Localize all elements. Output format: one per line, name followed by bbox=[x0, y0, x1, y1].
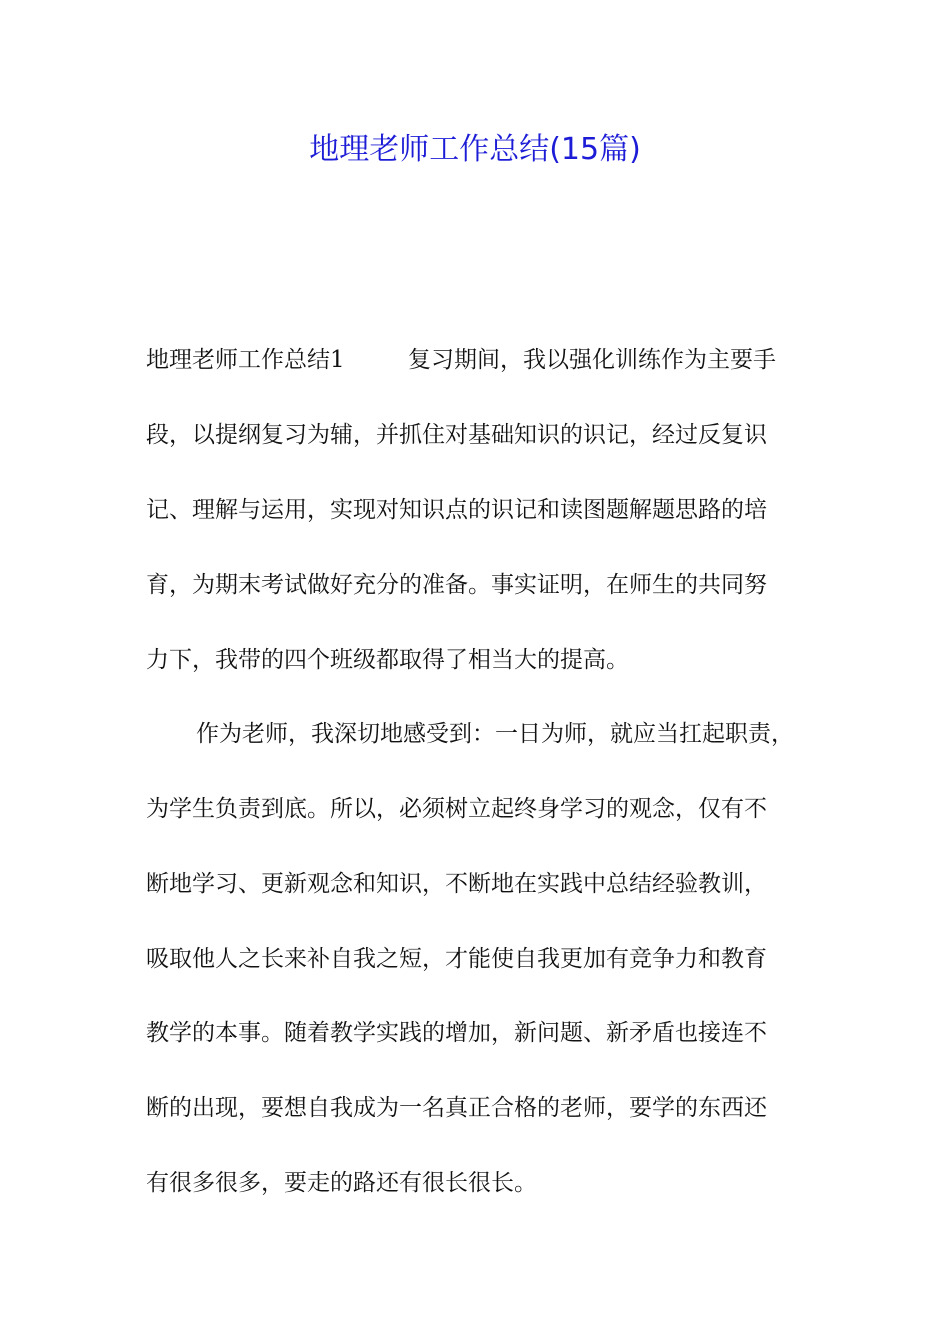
paragraph-2-line-6: 断的出现，要想自我成为一名真正合格的老师，要学的东西还 bbox=[146, 1095, 767, 1121]
paragraph-2-line-3: 断地学习、更新观念和知识，不断地在实践中总结经验教训， bbox=[146, 871, 767, 897]
paragraph-1-line-4: 育，为期末考试做好充分的准备。事实证明，在师生的共同努 bbox=[146, 572, 767, 598]
paragraph-text: 复习期间，我以强化训练作为主要手 bbox=[408, 347, 776, 373]
paragraph-1-line-5: 力下，我带的四个班级都取得了相当大的提高。 bbox=[146, 647, 629, 673]
document-title: 地理老师工作总结(15篇) bbox=[309, 132, 641, 167]
paragraph-1-line-2: 段，以提纲复习为辅，并抓住对基础知识的识记，经过反复识 bbox=[146, 422, 767, 448]
paragraph-1-line-1 bbox=[146, 340, 776, 380]
paragraph-1-line-3: 记、理解与运用，实现对知识点的识记和读图题解题思路的培 bbox=[146, 497, 767, 523]
paragraph-2-line-1: 作为老师，我深切地感受到：一日为师，就应当扛起职责， bbox=[196, 721, 794, 747]
paragraph-2-line-7: 有很多很多，要走的路还有很长很长。 bbox=[146, 1170, 537, 1196]
paragraph-2-line-4: 吸取他人之长来补自我之短，才能使自我更加有竞争力和教育 bbox=[146, 946, 767, 972]
section-heading: 地理老师工作总结1 bbox=[146, 347, 345, 373]
paragraph-2-line-5: 教学的本事。随着教学实践的增加，新问题、新矛盾也接连不 bbox=[146, 1020, 767, 1046]
paragraph-2-line-2: 为学生负责到底。所以，必须树立起终身学习的观念，仅有不 bbox=[146, 796, 767, 822]
